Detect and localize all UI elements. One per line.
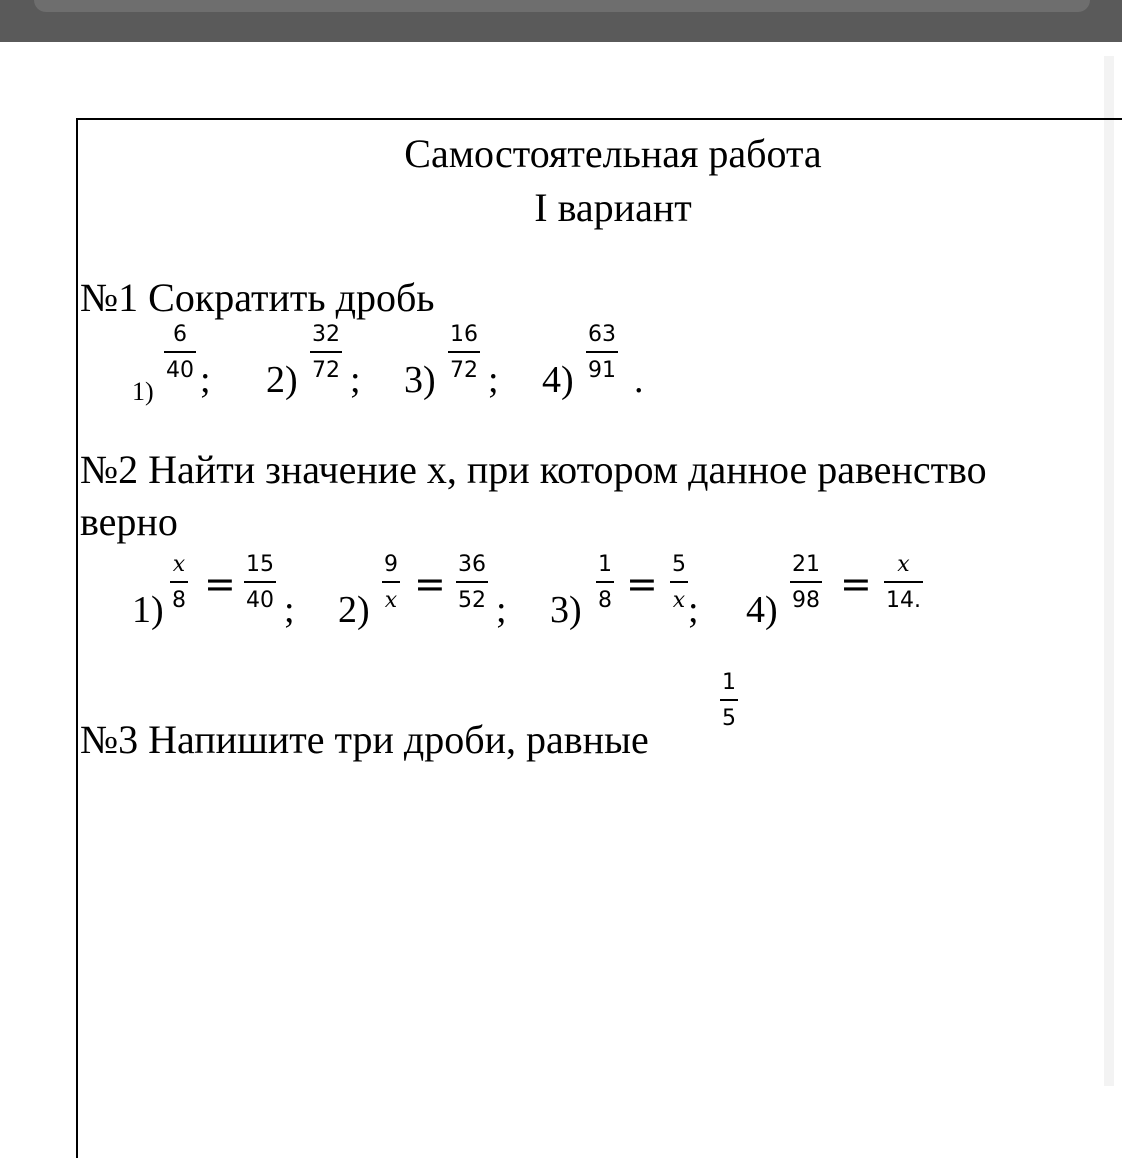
task2-item2-label: 2) <box>338 589 370 631</box>
denominator: 8 <box>598 588 612 613</box>
task1-item3-sep: ; <box>488 359 499 401</box>
numerator <box>895 552 911 578</box>
variable-x: x <box>384 588 398 613</box>
fraction-bar <box>790 581 822 583</box>
worksheet <box>76 118 1122 1158</box>
fraction-bar <box>448 351 480 353</box>
task1-item4-label: 4) <box>542 359 574 401</box>
task1-item2-sep: ; <box>350 359 361 401</box>
variable-x: x <box>172 552 186 577</box>
fraction-bar <box>884 581 923 583</box>
numerator: 6 <box>173 322 187 347</box>
equals-sign: = <box>840 562 872 606</box>
task1-item4-sep: . <box>634 359 644 401</box>
address-bar[interactable] <box>34 0 1090 12</box>
task1-item3-fraction <box>448 322 480 384</box>
numerator: 36 <box>458 552 486 577</box>
numerator: 1 <box>722 670 736 695</box>
task2-item4-right-fraction <box>884 552 923 614</box>
task2-item3-left-fraction <box>596 552 614 614</box>
fraction-bar <box>382 581 400 583</box>
denominator: 98 <box>792 588 820 613</box>
fraction-bar <box>170 581 188 583</box>
task2-item1-right-fraction <box>244 552 276 614</box>
denominator <box>671 588 687 614</box>
task1-item2-label: 2) <box>266 359 298 401</box>
numerator: 32 <box>312 322 340 347</box>
denominator: 91 <box>588 358 616 383</box>
denominator: 8 <box>172 588 186 613</box>
denominator: 40 <box>246 588 274 613</box>
denominator: 40 <box>166 358 194 383</box>
variant-label: I вариант <box>534 185 692 230</box>
numerator: 16 <box>450 322 478 347</box>
task2-item4-left-fraction <box>790 552 822 614</box>
variable-x: x <box>672 588 686 613</box>
fraction-bar <box>720 699 738 701</box>
browser-top-bar <box>0 0 1122 42</box>
fraction-bar <box>310 351 342 353</box>
numerator: 5 <box>672 552 686 577</box>
task2-item4-label: 4) <box>746 589 778 631</box>
denominator <box>383 588 399 614</box>
denominator: 5 <box>722 706 736 731</box>
task1-item2-fraction <box>310 322 342 384</box>
task1-item4-fraction <box>586 322 618 384</box>
equals-sign: = <box>204 562 236 606</box>
task2-heading-line1: №2 Найти значение х, при котором данное равенство <box>80 447 987 492</box>
task2-item3-sep: ; <box>688 589 699 631</box>
denominator: 72 <box>450 358 478 383</box>
numerator <box>171 552 187 578</box>
numerator: 63 <box>588 322 616 347</box>
denominator: 72 <box>312 358 340 383</box>
fraction-bar <box>596 581 614 583</box>
denominator: 14. <box>886 588 921 613</box>
task1-item3-label: 3) <box>404 359 436 401</box>
denominator: 52 <box>458 588 486 613</box>
numerator: 9 <box>384 552 398 577</box>
task1-heading: №1 Сократить дробь <box>80 275 435 320</box>
task3-heading: №3 Напишите три дроби, равные <box>80 717 649 762</box>
task2-item2-sep: ; <box>496 589 507 631</box>
task2-item1-label: 1) <box>132 589 164 631</box>
task3-fraction <box>720 670 738 732</box>
task1-item1-sep: ; <box>200 359 211 401</box>
task2-item1-sep: ; <box>284 589 295 631</box>
fraction-bar <box>456 581 488 583</box>
task2-heading-line2: верно <box>80 499 178 544</box>
task2-item2-right-fraction <box>456 552 488 614</box>
numerator: 15 <box>246 552 274 577</box>
task2-item3-label: 3) <box>550 589 582 631</box>
equals-sign: = <box>414 562 446 606</box>
fraction-bar <box>244 581 276 583</box>
task2-item2-left-fraction <box>382 552 400 614</box>
fraction-bar <box>164 351 196 353</box>
numerator: 1 <box>598 552 612 577</box>
equals-sign: = <box>626 562 658 606</box>
worksheet-title: Самостоятельная работа <box>404 131 822 176</box>
task2-item3-right-fraction <box>670 552 688 614</box>
task2-item1-left-fraction <box>170 552 188 614</box>
fraction-bar <box>586 351 618 353</box>
task1-item1-label: 1) <box>132 377 154 406</box>
fraction-bar <box>670 581 688 583</box>
task1-item1-fraction <box>164 322 196 384</box>
numerator: 21 <box>792 552 820 577</box>
variable-x: x <box>897 552 910 577</box>
